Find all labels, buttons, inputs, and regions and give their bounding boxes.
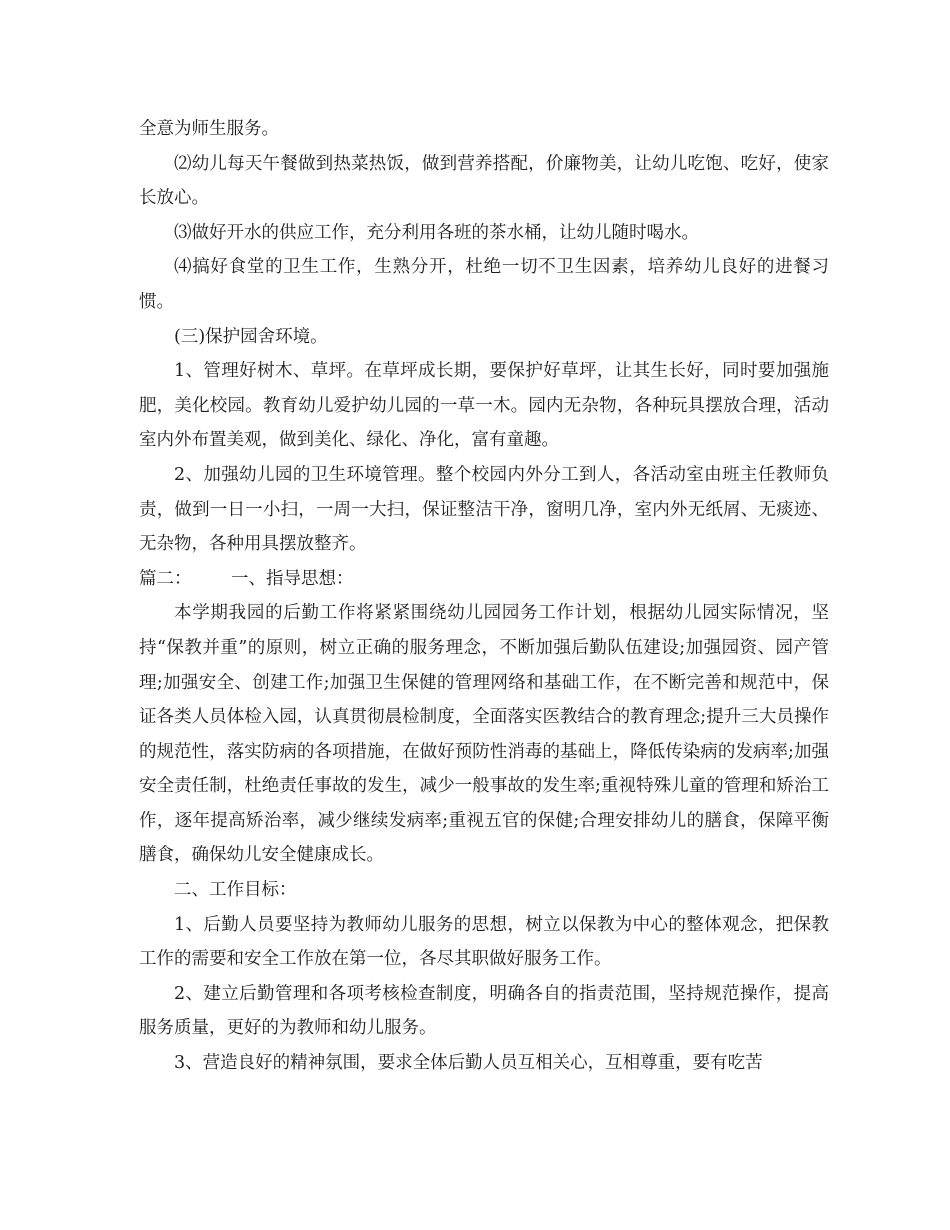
section-heading bbox=[139, 562, 829, 597]
section-prefix: 篇二： bbox=[139, 568, 192, 589]
paragraph: 本学期我园的后勤工作将紧紧围绕幼儿园园务工作计划，根据幼儿园实际情况，坚持“保教并重”的原则，树立正确的服务理念，不断加强后勤队伍建设;加强园资、园产管理;加强安全、创建工作;加强卫生保健的管理网络和基础工作，在不断完善和规范中，保证各类人员体检入园，认真贯彻晨检制度，全面落实医教结合的教育理念;提升三大员操作的规范性，落实防病的各项措施，在做好预防性消毒的基础上，降低传染病的发病率;加强安全责任制，杜绝责任事故的发生，减少一般事故的发生率;重视特殊儿童的管理和矫治工作，逐年提高矫治率，减少继续发病率;重视五官的保健;合理安排幼儿的膳食，保障平衡膳食，确保幼儿安全健康成长。 bbox=[139, 603, 829, 866]
paragraph: 3、营造良好的精神氛围，要求全体后勤人员互相关心，互相尊重，要有吃苦 bbox=[174, 1053, 763, 1074]
paragraph: 1、管理好树木、草坪。在草坪成长期，要保护好草坪，让其生长好，同时要加强施肥，美化校园。教育幼儿爱护幼儿园的一草一木。园内无杂物，各种玩具摆放合理，活动室内外布置美观，做到美化、绿化、净化，富有童趣。 bbox=[139, 361, 829, 451]
section-title: 一、指导思想： bbox=[231, 568, 354, 589]
document-body bbox=[139, 112, 829, 1081]
paragraph: 全意为师生服务。 bbox=[139, 119, 279, 139]
paragraph: (三)保护园舍环境。 bbox=[174, 326, 328, 347]
paragraph: 1、后勤人员要坚持为教师幼儿服务的思想，树立以保教为中心的整体观念，把保教工作的需要和安全工作放在第一位，各尽其职做好服务工作。 bbox=[139, 914, 829, 970]
paragraph: 2、加强幼儿园的卫生环境管理。整个校园内外分工到人，各活动室由班主任教师负责，做到一日一小扫，一周一大扫，保证整洁干净，窗明几净，室内外无纸屑、无痰迹、无杂物，各种用具摆放整齐。 bbox=[139, 464, 829, 555]
paragraph: ⑵幼儿每天午餐做到热菜热饭，做到营养搭配，价廉物美，让幼儿吃饱、吃好，使家长放心。 bbox=[139, 153, 829, 209]
paragraph: ⑶做好开水的供应工作，充分利用各班的茶水桶，让幼儿随时喝水。 bbox=[174, 222, 699, 243]
paragraph: ⑷搞好食堂的卫生工作，生熟分开，杜绝一切不卫生因素，培养幼儿良好的进餐习惯。 bbox=[139, 257, 829, 312]
paragraph: 二、工作目标： bbox=[174, 880, 297, 901]
paragraph: 2、建立后勤管理和各项考核检查制度，明确各自的指责范围，坚持规范操作，提高服务质量，更好的为教师和幼儿服务。 bbox=[139, 983, 829, 1039]
